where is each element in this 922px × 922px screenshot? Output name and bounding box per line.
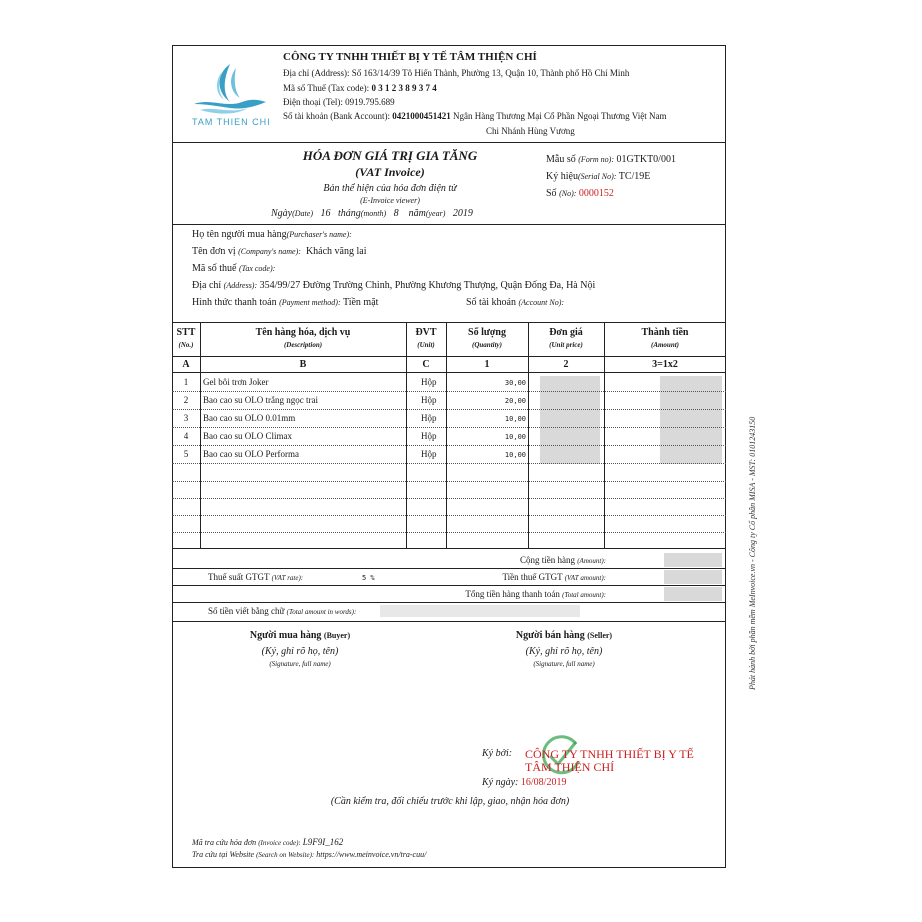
col-header-desc-en: (Description) — [283, 341, 323, 349]
serial-no-label: Ký hiệu — [546, 171, 578, 182]
row-separator — [172, 481, 726, 482]
row-separator — [172, 463, 726, 464]
seller-sign-hint-en: (Signature, full name) — [533, 660, 595, 668]
signed-date-label: Ký ngày: — [482, 777, 519, 788]
invoice-date-line — [271, 209, 473, 219]
row-separator — [172, 445, 726, 446]
vat-rate-line — [208, 573, 303, 582]
row-separator — [172, 515, 726, 516]
website-line — [192, 851, 426, 859]
vat-amount-label: Tiền thuế GTGT — [502, 572, 563, 582]
col-code: A — [182, 359, 190, 370]
company-account-label: Số tài khoản (Bank Account): — [283, 111, 390, 121]
buyer-title: Người mua hàng — [249, 630, 322, 641]
table-bottom-border — [172, 548, 726, 549]
col-header-no-en: (No.) — [178, 341, 194, 349]
divider — [172, 224, 726, 225]
redacted-subtotal — [664, 553, 722, 567]
buyer-sign-hint-en: (Signature, full name) — [269, 660, 331, 668]
buyer-sign-title — [230, 631, 370, 641]
company-tax-code: 0 3 1 2 3 8 9 3 7 4 — [371, 83, 437, 93]
company-address: Số 163/14/39 Tô Hiến Thành, Phường 13, Quận 10, Thành phố Hồ Chí Minh — [351, 68, 630, 78]
col-header-price: Đơn giá — [549, 327, 583, 338]
redacted-vat-amount — [664, 570, 722, 584]
row-no: 2 — [183, 395, 189, 405]
payment-label-en: (Payment method): — [279, 298, 341, 307]
buyer-tax-label-en: (Tax code): — [238, 264, 276, 273]
redacted-total — [664, 587, 722, 601]
company-phone-label: Điện thoại (Tel): — [283, 97, 343, 107]
form-no-label-en: (Form no): — [578, 155, 615, 164]
row-no: 4 — [183, 431, 189, 441]
purchaser-line — [192, 230, 352, 240]
company-account: 0421000451421 — [392, 111, 451, 121]
buyer-sign-hint: (Ký, ghi rõ họ, tên) — [261, 646, 339, 657]
col-code: 2 — [563, 359, 569, 370]
row-separator — [172, 532, 726, 533]
form-no-line — [546, 155, 676, 165]
buyer-company-line — [192, 247, 366, 257]
form-no-label: Mẫu số — [546, 154, 576, 165]
company-phone: 0919.795.689 — [345, 97, 395, 107]
company-name: CÔNG TY TNHH THIẾT BỊ Y TẾ TÂM THIỆN CHÍ — [283, 51, 537, 63]
row-desc: Gel bôi trơn Joker — [203, 377, 269, 387]
invoice-number: 0000152 — [578, 188, 614, 199]
words-line — [208, 607, 356, 616]
check-note: (Cần kiểm tra, đối chiếu trước khi lập, giao, nhận hóa đơn) — [330, 796, 570, 807]
invoice-subtitle-en: (E-Invoice viewer) — [360, 196, 420, 205]
website-label: Tra cứu tại Website — [192, 850, 255, 859]
row-unit: Hộp — [421, 377, 437, 387]
col-code: B — [299, 359, 307, 370]
row-desc: Bao cao su OLO trắng ngọc trai — [203, 395, 318, 405]
row-desc: Bao cao su OLO Climax — [203, 431, 292, 441]
row-desc: Bao cao su OLO 0.01mm — [203, 413, 296, 423]
table-top-border — [172, 322, 726, 323]
divider — [172, 568, 726, 569]
seller-title: Người bán hàng — [515, 630, 585, 641]
invoice-subtitle: Bản thể hiện của hóa đơn điện tử — [323, 183, 457, 194]
logo-text: TAM THIEN CHI — [192, 117, 271, 127]
buyer-address-label: Địa chỉ — [192, 280, 222, 291]
buyer-address: 354/99/27 Đường Trường Chinh, Phường Khương Thượng, Quận Đống Đa, Hà Nội — [259, 280, 596, 291]
lookup-label-en: (Invoice code): — [258, 839, 301, 847]
vat-amount-line — [430, 573, 606, 582]
date-month-label: tháng — [338, 208, 361, 219]
row-desc: Bao cao su OLO Performa — [203, 449, 299, 459]
serial-no: TC/19E — [618, 171, 651, 182]
vat-amount-label-en: (VAT amount): — [564, 574, 606, 582]
buyer-account-label: Số tài khoản — [466, 297, 516, 308]
row-separator — [172, 427, 726, 428]
divider — [172, 585, 726, 586]
buyer-company-label: Tên đơn vị — [192, 246, 236, 257]
col-code: C — [422, 359, 430, 370]
date-day: 16 — [320, 208, 331, 219]
lookup-label: Mã tra cứu hóa đơn — [192, 838, 257, 847]
vat-rate-label: Thuế suất GTGT — [208, 572, 270, 582]
payment-method: Tiền mặt — [342, 297, 379, 308]
col-header-unit: ĐVT — [415, 327, 437, 338]
payment-line — [192, 298, 378, 308]
buyer-tax-label: Mã số thuế — [192, 263, 237, 274]
buyer-account-label-en: (Account No): — [518, 298, 565, 307]
divider — [172, 621, 726, 622]
row-unit: Hộp — [421, 449, 437, 459]
date-year: 2019 — [452, 208, 473, 219]
company-bank-branch: Chi Nhánh Hùng Vương — [486, 126, 575, 136]
invoice-number-line — [546, 189, 614, 199]
invoice-title: HÓA ĐƠN GIÁ TRỊ GIA TĂNG — [302, 148, 478, 163]
col-header-qty-en: (Quantity) — [472, 341, 502, 349]
serial-no-line — [546, 172, 650, 182]
col-header-desc: Tên hàng hóa, dịch vụ — [255, 327, 351, 338]
buyer-account-line — [466, 298, 564, 308]
website-link[interactable]: https://www.meinvoice.vn/tra-cuu/ — [316, 850, 427, 859]
row-no: 5 — [183, 449, 189, 459]
total-label-en: (Total amount): — [562, 591, 606, 599]
buyer-tax-line — [192, 264, 275, 274]
date-year-label: năm — [408, 208, 426, 219]
table-header-border — [172, 356, 726, 357]
seller-title-en: (Seller) — [587, 631, 613, 640]
company-bank: Ngân Hàng Thương Mại Cổ Phần Ngoại Thương Việt Nam — [452, 111, 667, 121]
row-unit: Hộp — [421, 413, 437, 423]
invoice-number-label-en: (No): — [559, 189, 577, 198]
row-no: 3 — [183, 413, 189, 423]
company-tax-line — [283, 84, 437, 93]
seller-sign-hint: (Ký, ghi rõ họ, tên) — [525, 646, 603, 657]
serial-no-label-en: (Serial No): — [577, 172, 617, 181]
signed-date-line — [482, 778, 566, 788]
lookup-code: L9F9I_162 — [302, 837, 344, 847]
side-note: Phát hành bởi phần mềm MeInvoice.vn - Công ty Cổ phần MISA - MST: 0101243150 — [748, 416, 757, 690]
row-unit: Hộp — [421, 431, 437, 441]
col-header-amount: Thành tiền — [641, 327, 689, 338]
row-separator — [172, 391, 726, 392]
seller-sign-title — [494, 631, 634, 641]
row-separator — [172, 498, 726, 499]
lookup-line — [192, 838, 343, 847]
col-header-no: STT — [176, 327, 196, 338]
redacted-amount — [660, 376, 722, 464]
row-qty: 30,00 — [504, 379, 526, 387]
row-no: 1 — [183, 377, 189, 387]
subtotal-line — [430, 556, 606, 565]
purchaser-label-en: (Purchaser's name): — [286, 230, 352, 239]
redacted-amount-words — [380, 605, 580, 617]
purchaser-label: Họ tên người mua hàng — [192, 229, 287, 240]
vat-rate: 5 % — [362, 574, 375, 582]
col-header-qty: Số lượng — [468, 327, 506, 338]
buyer-address-line — [192, 281, 595, 291]
signed-by-label: Ký bởi: — [482, 748, 513, 759]
form-no: 01GTKT0/001 — [616, 154, 676, 165]
col-header-unit-en: (Unit) — [417, 341, 435, 349]
row-qty: 10,00 — [504, 433, 526, 441]
col-code: 1 — [484, 359, 490, 370]
signed-date: 16/08/2019 — [520, 777, 567, 788]
col-header-amount-en: (Amount) — [650, 341, 679, 349]
table-code-border — [172, 372, 726, 373]
company-address-line — [283, 69, 629, 78]
total-line — [400, 590, 606, 599]
signed-by-company: CÔNG TY TNHH THIẾT BỊ Y TẾ — [525, 747, 694, 761]
words-label: Số tiền viết bằng chữ — [208, 606, 285, 616]
divider — [172, 602, 726, 603]
row-qty: 10,00 — [504, 451, 526, 459]
signed-by-company-2: TÂM THIỆN CHÍ — [525, 760, 615, 774]
date-year-label-en: (year) — [425, 209, 446, 218]
buyer-company-name: Khách vãng lai — [305, 246, 367, 257]
company-address-label: Địa chỉ (Address): — [283, 68, 350, 78]
buyer-company-label-en: (Company's name): — [238, 247, 301, 256]
website-label-en: (Search on Website): — [256, 851, 315, 859]
invoice-number-label: Số — [546, 188, 557, 199]
row-separator — [172, 409, 726, 410]
company-phone-line — [283, 98, 395, 107]
row-unit: Hộp — [421, 395, 437, 405]
invoice-title-en: (VAT Invoice) — [355, 165, 425, 179]
date-day-label: Ngày — [271, 208, 293, 219]
redacted-unit-price — [540, 376, 600, 464]
payment-label: Hình thức thanh toán — [192, 297, 277, 308]
buyer-title-en: (Buyer) — [323, 631, 351, 640]
company-logo — [186, 58, 270, 130]
company-tax-label: Mã số Thuế (Tax code): — [283, 83, 370, 93]
buyer-address-label-en: (Address): — [223, 281, 258, 290]
col-header-price-en: (Unit price) — [549, 341, 583, 349]
words-label-en: (Total amount in words): — [286, 608, 357, 616]
company-account-line — [283, 112, 666, 121]
divider — [172, 142, 726, 143]
subtotal-label-en: (Amount): — [577, 557, 606, 565]
subtotal-label: Cộng tiền hàng — [519, 555, 575, 565]
col-code: 3=1x2 — [652, 359, 678, 370]
date-month: 8 — [393, 208, 399, 219]
total-label: Tổng tiền hàng thanh toán — [465, 589, 560, 599]
vat-rate-label-en: (VAT rate): — [271, 574, 304, 582]
row-qty: 10,00 — [504, 415, 526, 423]
row-qty: 20,00 — [504, 397, 526, 405]
date-day-label-en: (Date) — [292, 209, 313, 218]
date-month-label-en: (month) — [360, 209, 387, 218]
